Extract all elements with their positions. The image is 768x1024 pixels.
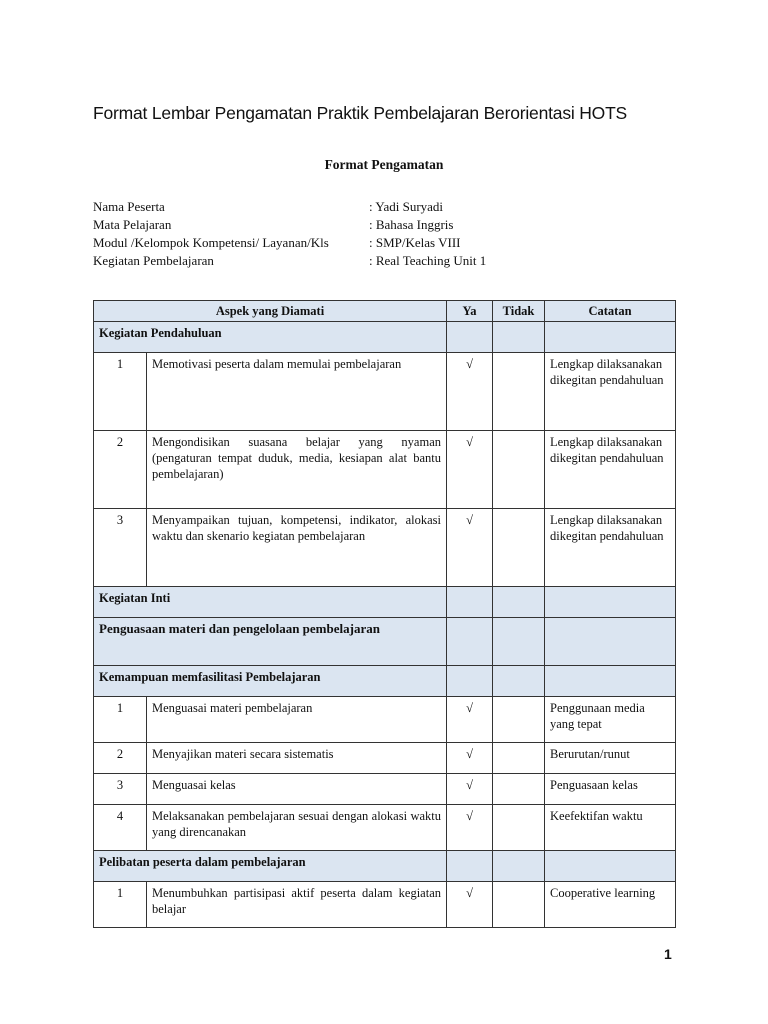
info-label: Modul /Kelompok Kompetensi/ Layanan/Kls [93, 235, 329, 250]
table-row [94, 743, 676, 774]
header-catatan: Catatan [545, 301, 676, 322]
table-row [94, 431, 676, 509]
header-ya: Ya [447, 301, 493, 322]
table-row [94, 697, 676, 743]
check-ya: √ [447, 431, 493, 509]
row-number: 1 [94, 353, 147, 431]
check-ya: √ [447, 353, 493, 431]
row-catatan: Keefektifan waktu [545, 805, 676, 851]
row-aspek: Melaksanakan pembelajaran sesuai dengan alokasi waktu yang direncanakan [147, 805, 447, 851]
empty-cell [447, 322, 493, 353]
table-header-row [94, 301, 676, 322]
info-row-modul [93, 234, 486, 252]
empty-cell [545, 322, 676, 353]
row-catatan: Lengkap dilaksanakan dikegitan pendahuluan [545, 509, 676, 587]
empty-cell [447, 587, 493, 618]
empty-cell [493, 587, 545, 618]
empty-cell [447, 666, 493, 697]
check-ya: √ [447, 743, 493, 774]
section-row [94, 851, 676, 882]
row-aspek: Menyajikan materi secara sistematis [147, 743, 447, 774]
check-ya: √ [447, 774, 493, 805]
row-catatan: Cooperative learning [545, 882, 676, 928]
table-row [94, 353, 676, 431]
section-memfasilitasi: Kemampuan memfasilitasi Pembelajaran [94, 666, 447, 697]
section-penguasaan: Penguasaan materi dan pengelolaan pembelajaran [94, 618, 447, 666]
empty-cell [545, 587, 676, 618]
row-aspek: Menumbuhkan partisipasi aktif peserta dalam kegiatan belajar [147, 882, 447, 928]
row-number: 4 [94, 805, 147, 851]
check-tidak [493, 431, 545, 509]
check-tidak [493, 882, 545, 928]
check-ya: √ [447, 805, 493, 851]
table-row [94, 509, 676, 587]
row-number: 3 [94, 509, 147, 587]
check-tidak [493, 743, 545, 774]
row-aspek: Memotivasi peserta dalam memulai pembelajaran [147, 353, 447, 431]
row-aspek: Menyampaikan tujuan, kompetensi, indikator, alokasi waktu dan skenario kegiatan pembelajaran [147, 509, 447, 587]
section-row [94, 587, 676, 618]
check-tidak [493, 353, 545, 431]
empty-cell [493, 618, 545, 666]
check-tidak [493, 774, 545, 805]
section-pelibatan: Pelibatan peserta dalam pembelajaran [94, 851, 447, 882]
empty-cell [447, 618, 493, 666]
check-tidak [493, 509, 545, 587]
empty-cell [493, 851, 545, 882]
check-ya: √ [447, 509, 493, 587]
row-aspek: Mengondisikan suasana belajar yang nyaman (pengaturan tempat duduk, media, kesiapan alat bantu pembelajaran) [147, 431, 447, 509]
header-tidak: Tidak [493, 301, 545, 322]
section-row [94, 618, 676, 666]
check-ya: √ [447, 697, 493, 743]
empty-cell [545, 851, 676, 882]
header-aspek: Aspek yang Diamati [94, 301, 447, 322]
row-catatan: Lengkap dilaksanakan dikegitan pendahuluan [545, 353, 676, 431]
row-aspek: Menguasai materi pembelajaran [147, 697, 447, 743]
info-value: : Bahasa Inggris [369, 217, 454, 232]
document-subtitle: Format Pengamatan [324, 157, 444, 172]
info-value: : Yadi Suryadi [369, 199, 444, 214]
empty-cell [447, 851, 493, 882]
info-value: : Real Teaching Unit 1 [369, 253, 487, 268]
table-row [94, 805, 676, 851]
row-number: 1 [94, 697, 147, 743]
info-row-mapel [93, 216, 486, 234]
participant-info [93, 198, 486, 270]
check-ya: √ [447, 882, 493, 928]
info-value: : SMP/Kelas VIII [369, 235, 461, 250]
observation-table [93, 300, 676, 928]
table-row [94, 774, 676, 805]
info-label: Kegiatan Pembelajaran [93, 253, 214, 268]
info-row-nama [93, 198, 486, 216]
table-row [94, 882, 676, 928]
info-label: Nama Peserta [93, 199, 165, 214]
page-number: 1 [664, 946, 672, 962]
section-pendahuluan: Kegiatan Pendahuluan [94, 322, 447, 353]
row-number: 3 [94, 774, 147, 805]
row-catatan: Penggunaan media yang tepat [545, 697, 676, 743]
info-label: Mata Pelajaran [93, 217, 172, 232]
section-row [94, 666, 676, 697]
section-row [94, 322, 676, 353]
empty-cell [493, 322, 545, 353]
row-catatan: Penguasaan kelas [545, 774, 676, 805]
check-tidak [493, 697, 545, 743]
empty-cell [493, 666, 545, 697]
empty-cell [545, 666, 676, 697]
document-title: Format Lembar Pengamatan Praktik Pembelajaran Berorientasi HOTS [93, 103, 628, 123]
row-aspek: Menguasai kelas [147, 774, 447, 805]
info-row-kegiatan [93, 252, 486, 270]
row-number: 1 [94, 882, 147, 928]
check-tidak [493, 805, 545, 851]
row-catatan: Berurutan/runut [545, 743, 676, 774]
row-number: 2 [94, 431, 147, 509]
row-catatan: Lengkap dilaksanakan dikegitan pendahuluan [545, 431, 676, 509]
empty-cell [545, 618, 676, 666]
section-inti: Kegiatan Inti [94, 587, 447, 618]
row-number: 2 [94, 743, 147, 774]
